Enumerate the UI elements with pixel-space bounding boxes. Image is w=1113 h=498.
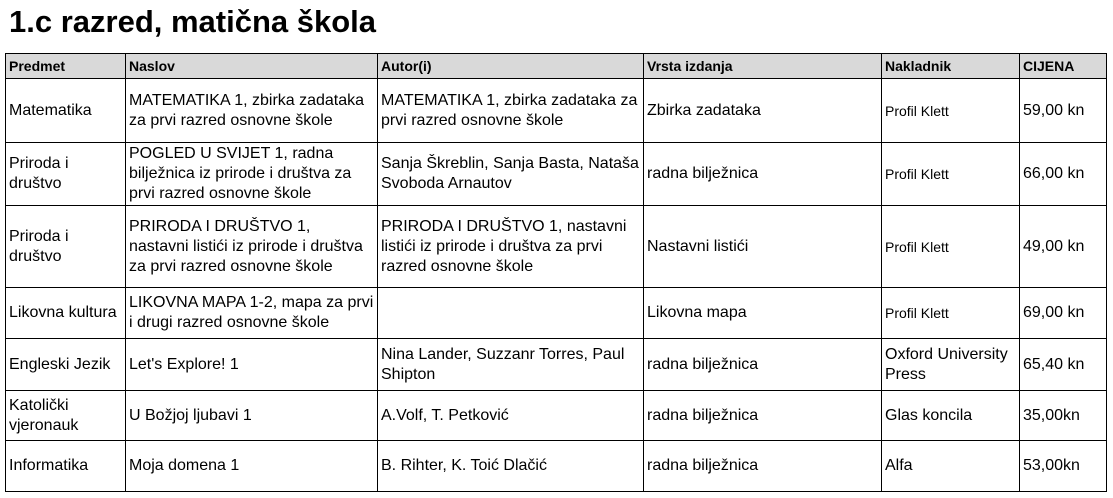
table-row — [6, 206, 1107, 288]
table-row — [6, 441, 1107, 492]
cell-nakladnik: Profil Klett — [882, 206, 1020, 288]
table-row — [6, 288, 1107, 339]
cell-cijena: 53,00kn — [1020, 441, 1107, 492]
cell-cijena: 65,40 kn — [1020, 339, 1107, 391]
column-header-nakladnik: Nakladnik — [882, 54, 1020, 79]
cell-naslov: MATEMATIKA 1, zbirka zadataka za prvi razred osnovne škole — [126, 79, 378, 143]
page-title: 1.c razred, matična škola — [9, 4, 377, 39]
cell-naslov: Let's Explore! 1 — [126, 339, 378, 391]
cell-naslov: Moja domena 1 — [126, 441, 378, 492]
cell-vrsta: radna bilježnica — [644, 143, 882, 206]
cell-autor: B. Rihter, K. Toić Dlačić — [378, 441, 644, 492]
cell-nakladnik: Profil Klett — [882, 143, 1020, 206]
column-header-cijena: CIJENA — [1020, 54, 1107, 79]
cell-nakladnik: Alfa — [882, 441, 1020, 492]
cell-autor — [378, 288, 644, 339]
column-header-predmet: Predmet — [6, 54, 126, 79]
cell-predmet: Engleski Jezik — [6, 339, 126, 391]
cell-vrsta: radna bilježnica — [644, 441, 882, 492]
cell-nakladnik: Profil Klett — [882, 288, 1020, 339]
cell-cijena: 59,00 kn — [1020, 79, 1107, 143]
table-row — [6, 79, 1107, 143]
table-row — [6, 391, 1107, 441]
cell-predmet: Informatika — [6, 441, 126, 492]
cell-autor: MATEMATIKA 1, zbirka zadataka za prvi razred osnovne škole — [378, 79, 644, 143]
table-row — [6, 339, 1107, 391]
cell-predmet: Katolički vjeronauk — [6, 391, 126, 441]
cell-predmet: Matematika — [6, 79, 126, 143]
cell-predmet: Priroda i društvo — [6, 206, 126, 288]
cell-predmet: Likovna kultura — [6, 288, 126, 339]
column-header-vrsta-izdanja: Vrsta izdanja — [644, 54, 882, 79]
cell-naslov: POGLED U SVIJET 1, radna bilježnica iz prirode i društva za prvi razred osnovne škole — [126, 143, 378, 206]
cell-nakladnik: Profil Klett — [882, 79, 1020, 143]
table-header-row — [6, 54, 1107, 79]
textbook-table — [5, 53, 1107, 492]
cell-cijena: 49,00 kn — [1020, 206, 1107, 288]
table-row — [6, 143, 1107, 206]
cell-autor: Nina Lander, Suzzanr Torres, Paul Shipton — [378, 339, 644, 391]
column-header-naslov: Naslov — [126, 54, 378, 79]
cell-cijena: 35,00kn — [1020, 391, 1107, 441]
cell-cijena: 66,00 kn — [1020, 143, 1107, 206]
cell-naslov: LIKOVNA MAPA 1-2, mapa za prvi i drugi razred osnovne škole — [126, 288, 378, 339]
cell-vrsta: radna bilježnica — [644, 391, 882, 441]
cell-autor: Sanja Škreblin, Sanja Basta, Nataša Svoboda Arnautov — [378, 143, 644, 206]
cell-cijena: 69,00 kn — [1020, 288, 1107, 339]
cell-autor: A.Volf, T. Petković — [378, 391, 644, 441]
cell-vrsta: Zbirka zadataka — [644, 79, 882, 143]
cell-nakladnik: Glas koncila — [882, 391, 1020, 441]
cell-predmet: Priroda i društvo — [6, 143, 126, 206]
cell-vrsta: Nastavni listići — [644, 206, 882, 288]
cell-autor: PRIRODA I DRUŠTVO 1, nastavni listići iz prirode i društva za prvi razred osnovne škole — [378, 206, 644, 288]
cell-naslov: PRIRODA I DRUŠTVO 1, nastavni listići iz prirode i društva za prvi razred osnovne škole — [126, 206, 378, 288]
column-header-autor: Autor(i) — [378, 54, 644, 79]
cell-naslov: U Božjoj ljubavi 1 — [126, 391, 378, 441]
cell-vrsta: Likovna mapa — [644, 288, 882, 339]
cell-nakladnik: Oxford University Press — [882, 339, 1020, 391]
cell-vrsta: radna bilježnica — [644, 339, 882, 391]
